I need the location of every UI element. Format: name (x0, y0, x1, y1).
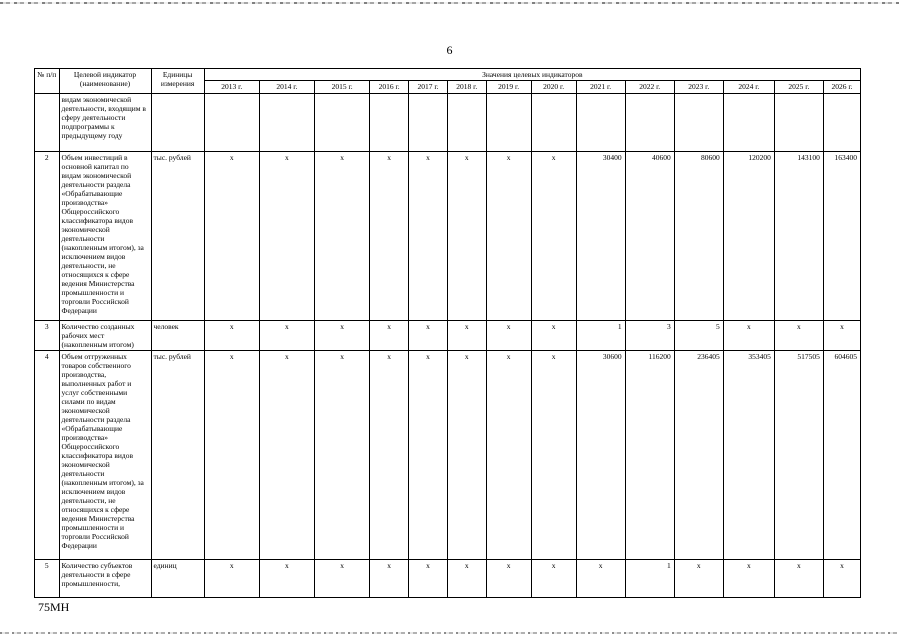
header-year: 2025 г. (774, 81, 823, 94)
indicator-value: х (204, 321, 259, 351)
table-row (35, 94, 861, 152)
indicator-value (723, 94, 774, 152)
indicator-value: х (409, 321, 448, 351)
indicator-value (259, 94, 314, 152)
scan-edge-bottom (0, 632, 899, 634)
indicator-value: 163400 (823, 152, 860, 321)
indicator-value: 80600 (674, 152, 723, 321)
table-body (35, 94, 861, 598)
indicator-name: Объем отгруженных товаров собственного производства, выполненных работ и услуг собственными силами по видам экономической деятельности раздела «Обрабатывающие производства» Общероссийского классификатора видов экономической деятельности (накопленным итогом), за исключением видов деятельности, не относящихся к сфере ведения Министерства промышленности и торговли Российской Федерации (59, 351, 151, 560)
header-row (35, 69, 861, 81)
indicator-value: х (723, 321, 774, 351)
indicator-value: х (486, 152, 531, 321)
header-year: 2022 г. (625, 81, 674, 94)
indicator-value: х (409, 560, 448, 598)
indicator-name: видам экономической деятельности, входящим в сферу деятельности подпрограммы к предыдущему году (59, 94, 151, 152)
indicator-value: х (531, 152, 576, 321)
indicator-value: х (486, 351, 531, 560)
header-indicator: Целевой индикатор (наименование) (59, 69, 151, 94)
indicator-value: х (774, 560, 823, 598)
indicator-value: 236405 (674, 351, 723, 560)
indicator-value: х (370, 560, 409, 598)
indicator-name: Объем инвестиций в основной капитал по видам экономической деятельности раздела «Обрабатывающие производства» Общероссийского классификатора видов экономической деятельности (накопленным итогом), за исключением видов деятельности, не относящихся к сфере ведения Министерства промышленности и торговли Российской Федерации (59, 152, 151, 321)
header-year: 2026 г. (823, 81, 860, 94)
indicator-value (576, 94, 625, 152)
indicator-value: х (315, 321, 370, 351)
header-year: 2020 г. (531, 81, 576, 94)
indicator-value: х (204, 560, 259, 598)
header-year: 2018 г. (447, 81, 486, 94)
indicator-value: х (315, 351, 370, 560)
row-number: 2 (35, 152, 60, 321)
header-year: 2019 г. (486, 81, 531, 94)
header-values-group: Значения целевых индикаторов (204, 69, 860, 81)
indicator-value: х (259, 560, 314, 598)
row-number: 3 (35, 321, 60, 351)
header-year: 2015 г. (315, 81, 370, 94)
indicator-value: х (723, 560, 774, 598)
indicator-value: х (774, 321, 823, 351)
header-unit: Единицы измерения (151, 69, 204, 94)
indicator-value: х (204, 152, 259, 321)
indicator-value: 3 (625, 321, 674, 351)
indicator-value (315, 94, 370, 152)
table-row (35, 560, 861, 598)
indicator-value: х (531, 560, 576, 598)
indicator-value: х (447, 321, 486, 351)
indicator-value: х (531, 351, 576, 560)
table-row (35, 351, 861, 560)
indicators-table (34, 68, 861, 598)
indicator-value: х (259, 152, 314, 321)
header-year: 2024 г. (723, 81, 774, 94)
indicator-value: х (447, 560, 486, 598)
indicator-value: х (823, 560, 860, 598)
indicator-value: 30600 (576, 351, 625, 560)
scan-edge-top (0, 2, 899, 4)
indicator-value: х (409, 351, 448, 560)
indicator-value (409, 94, 448, 152)
indicator-value: 1 (576, 321, 625, 351)
row-number (35, 94, 60, 152)
indicator-name: Количество субъектов деятельности в сфере промышленности, (59, 560, 151, 598)
unit-of-measure: человек (151, 321, 204, 351)
indicator-name: Количество созданных рабочих мест (накопленным итогом) (59, 321, 151, 351)
indicator-value: 604605 (823, 351, 860, 560)
indicator-value: х (674, 560, 723, 598)
indicator-value (486, 94, 531, 152)
indicator-value: х (576, 560, 625, 598)
indicator-value: х (370, 152, 409, 321)
row-number: 4 (35, 351, 60, 560)
indicator-value: 120200 (723, 152, 774, 321)
indicator-value: х (486, 560, 531, 598)
indicator-value (204, 94, 259, 152)
indicator-value (531, 94, 576, 152)
indicator-value: 116200 (625, 351, 674, 560)
indicator-value: х (486, 321, 531, 351)
indicator-value: 5 (674, 321, 723, 351)
header-year: 2014 г. (259, 81, 314, 94)
indicator-value: х (315, 152, 370, 321)
table-row (35, 321, 861, 351)
unit-of-measure (151, 94, 204, 152)
indicator-value: х (823, 321, 860, 351)
indicator-value (370, 94, 409, 152)
indicator-value: х (531, 321, 576, 351)
unit-of-measure: тыс. рублей (151, 351, 204, 560)
indicator-value (674, 94, 723, 152)
indicator-value: х (204, 351, 259, 560)
indicator-value: 517505 (774, 351, 823, 560)
header-year: 2016 г. (370, 81, 409, 94)
indicator-value: 30400 (576, 152, 625, 321)
header-num: № п/п (35, 69, 60, 94)
indicator-value: х (370, 351, 409, 560)
header-year: 2017 г. (409, 81, 448, 94)
indicator-value: х (259, 351, 314, 560)
table-row (35, 152, 861, 321)
header-year: 2013 г. (204, 81, 259, 94)
indicator-value (823, 94, 860, 152)
indicator-value (774, 94, 823, 152)
indicator-value: х (409, 152, 448, 321)
indicator-value: 40600 (625, 152, 674, 321)
indicator-value: х (259, 321, 314, 351)
header-year: 2021 г. (576, 81, 625, 94)
indicator-value: 143100 (774, 152, 823, 321)
indicator-value: 1 (625, 560, 674, 598)
indicator-value: х (315, 560, 370, 598)
unit-of-measure: единиц (151, 560, 204, 598)
indicator-value (447, 94, 486, 152)
indicator-value: х (370, 321, 409, 351)
footer-code: 75МН (38, 600, 70, 614)
indicator-value: х (447, 152, 486, 321)
header-year: 2023 г. (674, 81, 723, 94)
unit-of-measure: тыс. рублей (151, 152, 204, 321)
indicator-value: х (447, 351, 486, 560)
indicator-value: 353405 (723, 351, 774, 560)
indicator-value (625, 94, 674, 152)
page-number: 6 (446, 43, 453, 57)
row-number: 5 (35, 560, 60, 598)
